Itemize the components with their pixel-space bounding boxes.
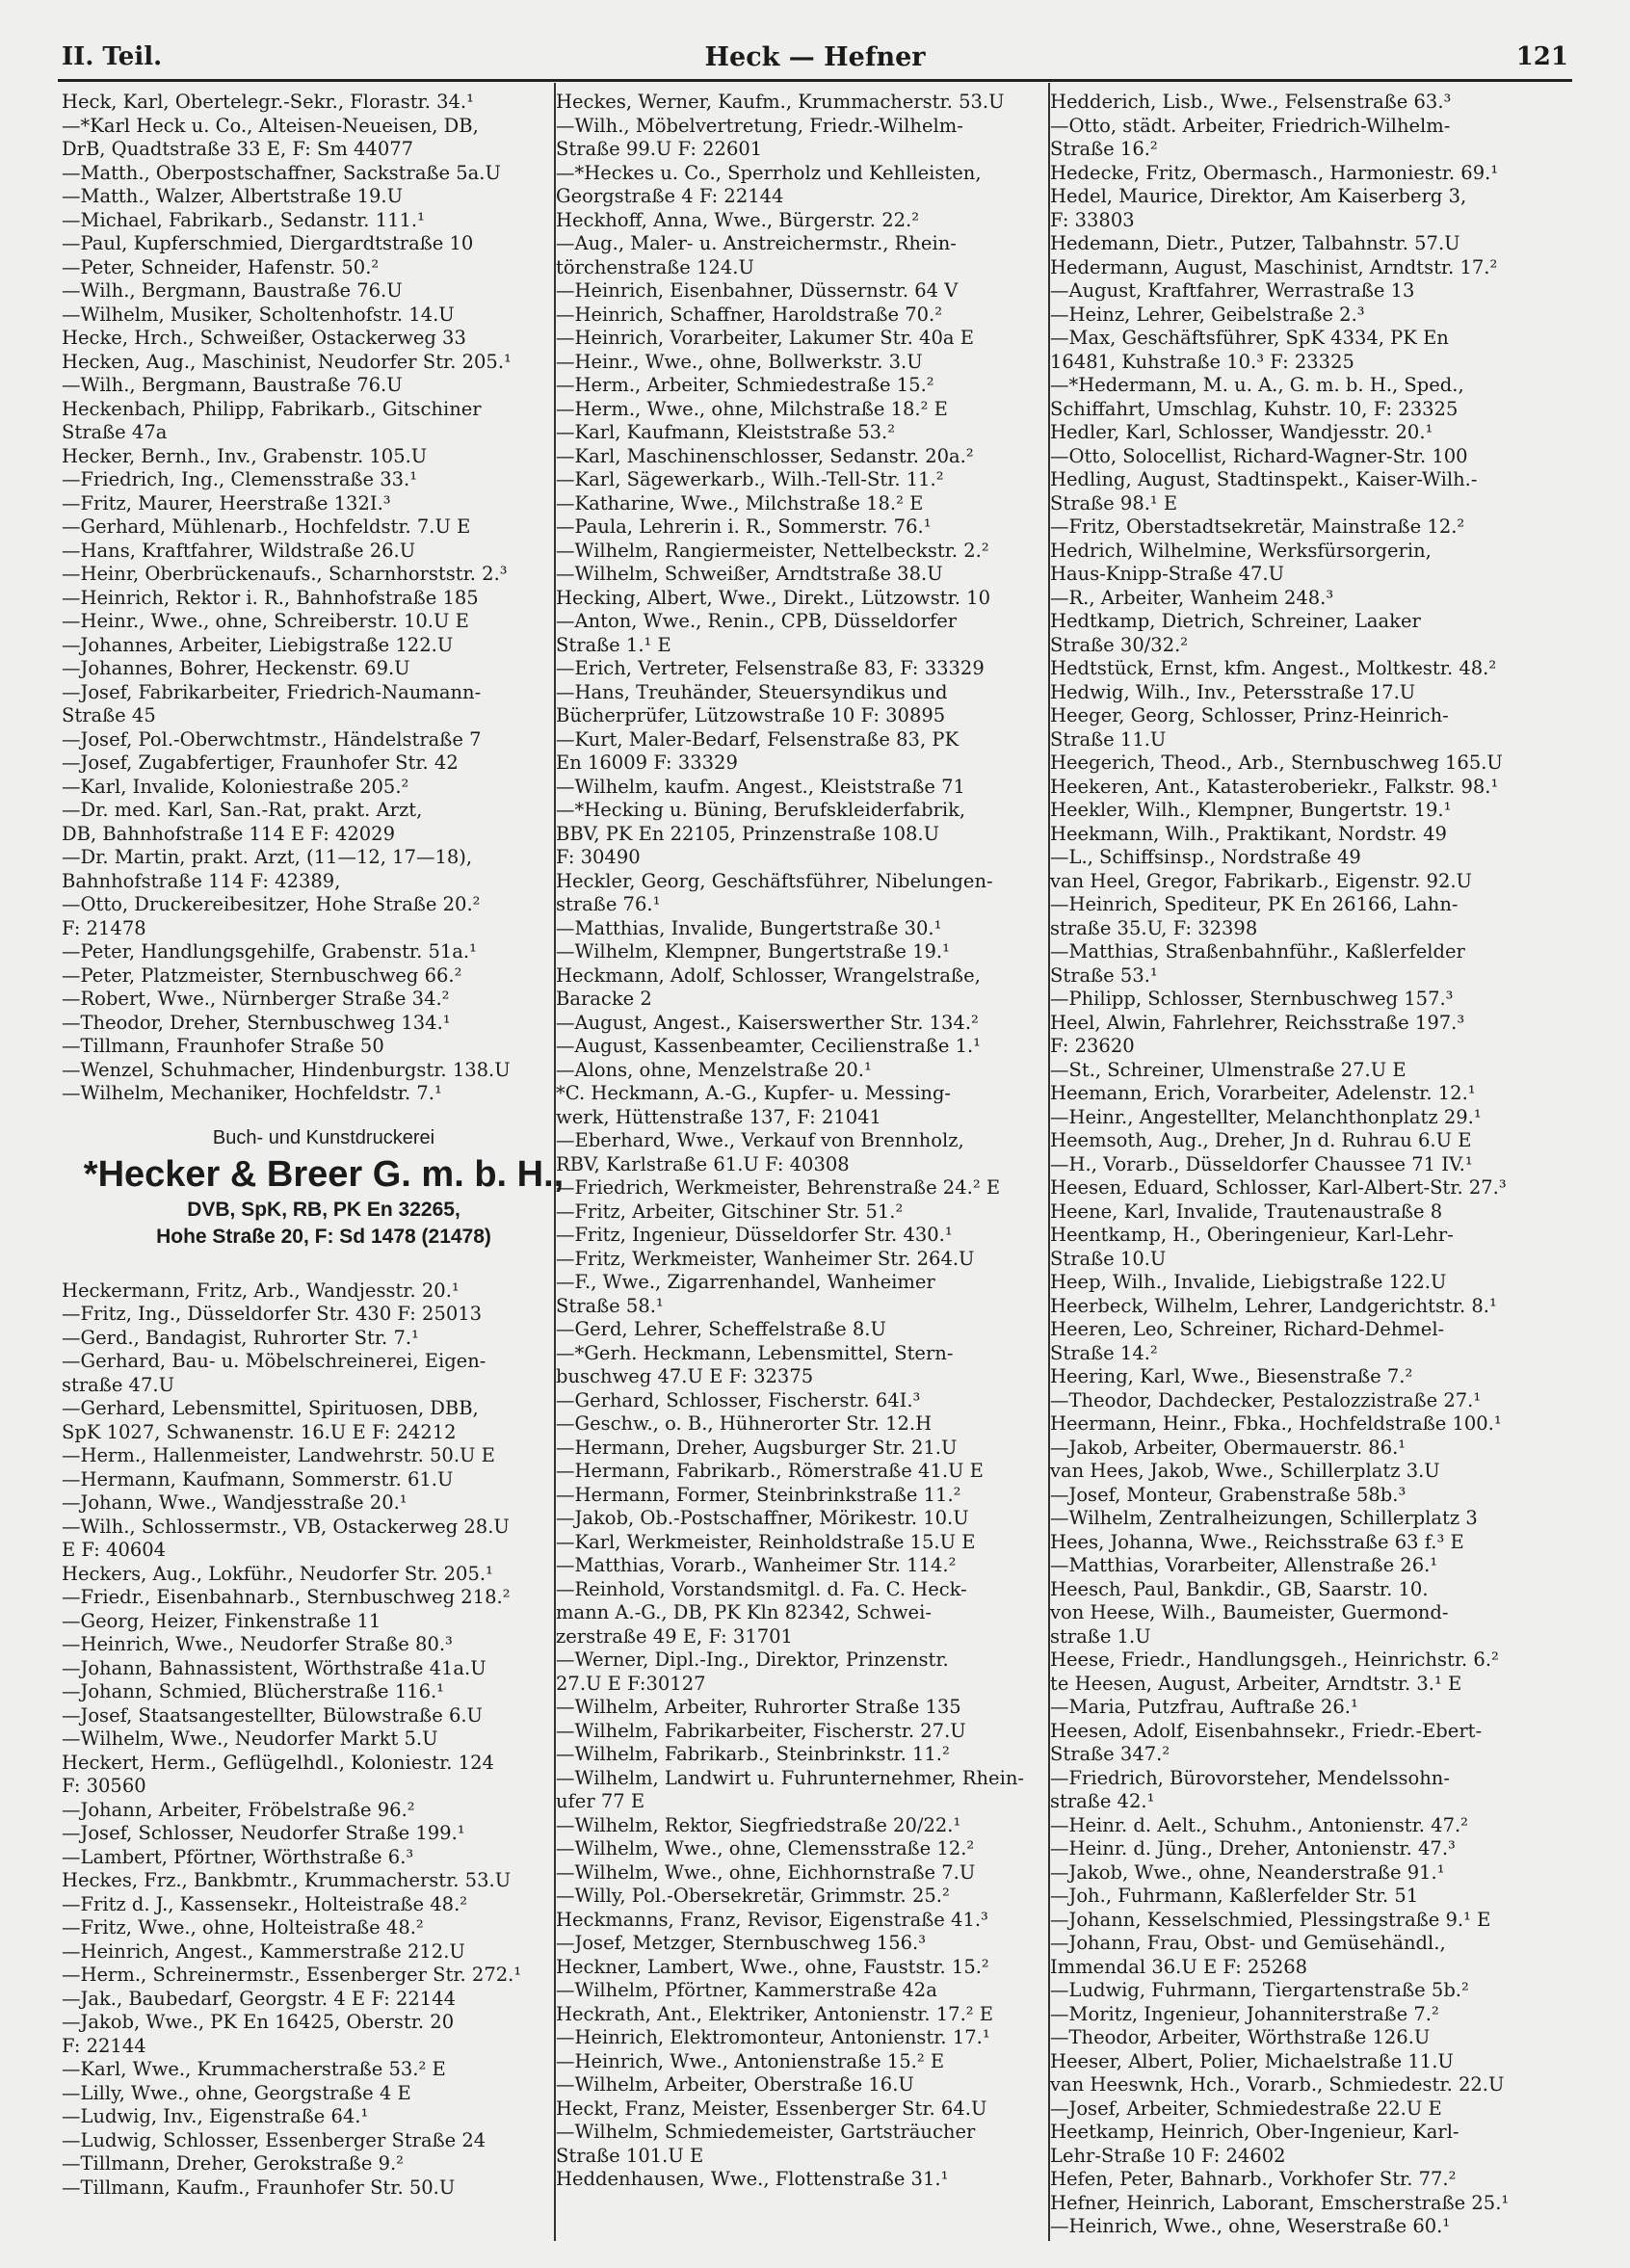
directory-entry-line: Heeger, Georg, Schlosser, Prinz-Heinrich- <box>1050 704 1449 726</box>
directory-entry-line: —Dr. Martin, prakt. Arzt, (11—12, 17—18), <box>62 846 473 868</box>
directory-entry-line: Schiffahrt, Umschlag, Kuhstr. 10, F: 23325 <box>1050 397 1459 420</box>
directory-entry-line: Hecking, Albert, Wwe., Direkt., Lützowstr. 10 <box>556 586 990 609</box>
directory-entry-line: —Wilhelm, Landwirt u. Fuhrunternehmer, Rhein- <box>556 1766 1024 1789</box>
directory-entry-line: 27.U E F:30127 <box>556 1672 706 1695</box>
directory-entry-line: —Friedrich, Bürovorsteher, Mendelssohn- <box>1050 1766 1450 1789</box>
directory-entry-line: —Wilhelm, Musiker, Scholtenhofstr. 14.U <box>62 303 455 326</box>
directory-entry-line: von Heese, Wilh., Baumeister, Guermond- <box>1050 1601 1449 1623</box>
directory-entry-line: —Josef, Fabrikarbeiter, Friedrich-Naumann- <box>62 680 482 703</box>
directory-entry-line: —Karl, Kaufmann, Kleiststraße 53.² <box>556 421 896 443</box>
directory-entry-line: —Johann, Wwe., Wandjesstraße 20.¹ <box>62 1491 408 1514</box>
directory-entry-line: Straße 99.U F: 22601 <box>556 138 763 160</box>
directory-entry-line: Straße 98.¹ E <box>1050 491 1178 514</box>
directory-entry-line: —Wilhelm, Schmiedemeister, Gartsträucher <box>556 2121 976 2143</box>
directory-entry-line: Heeser, Albert, Polier, Michaelstraße 11.U <box>1050 2049 1454 2072</box>
column-1-entries-bottom <box>62 1279 586 2201</box>
directory-entry-line: —Tillmann, Kaufm., Fraunhofer Str. 50.U <box>62 2176 456 2199</box>
directory-entry-line: DrB, Quadtstraße 33 E, F: Sm 44077 <box>62 138 414 160</box>
directory-entry-line: —Hermann, Kaufmann, Sommerstr. 61.U <box>62 1467 454 1490</box>
directory-entry-line: —Johann, Kesselschmied, Plessingstraße 9.¹ E <box>1050 1908 1491 1931</box>
directory-entry-line: —Hans, Treuhänder, Steuersyndikus und <box>556 680 948 703</box>
directory-entry-line: —Ludwig, Inv., Eigenstraße 64.¹ <box>62 2105 369 2127</box>
directory-entry-line: —Peter, Platzmeister, Sternbuschweg 66.² <box>62 963 462 987</box>
directory-entry-line: —Theodor, Arbeiter, Wörthstraße 126.U <box>1050 2026 1431 2048</box>
column-3 <box>1050 91 1574 2239</box>
directory-entry-line: Immendal 36.U E F: 25268 <box>1050 1955 1308 1978</box>
directory-entry-line: —Gerhard, Mühlenarb., Hochfeldstr. 7.U E <box>62 515 471 538</box>
directory-entry-line: —Wilhelm, Arbeiter, Oberstraße 16.U <box>556 2073 914 2096</box>
directory-entry-line: Heckers, Aug., Lokführ., Neudorfer Str. 205.¹ <box>62 1562 493 1585</box>
directory-entry-line: —Wilhelm, Mechaniker, Hochfeldstr. 7.¹ <box>62 1082 442 1104</box>
directory-entry-line: —August, Angest., Kaiserswerther Str. 134.² <box>556 1011 979 1034</box>
directory-entry-line: —Fritz, Arbeiter, Gitschiner Str. 51.² <box>556 1200 904 1223</box>
directory-entry-line: Heesen, Eduard, Schlosser, Karl-Albert-Str. 27.³ <box>1050 1176 1507 1199</box>
running-head: Heck — Hefner <box>704 42 926 72</box>
directory-entry-line: —Jakob, Ob.-Postschaffner, Mörikestr. 10.U <box>556 1507 969 1529</box>
directory-entry-line: —Ludwig, Fuhrmann, Tiergartenstraße 5b.² <box>1050 1979 1469 2001</box>
directory-entry-line: —Wilhelm, Fabrikarb., Steinbrinkstr. 11.² <box>556 1743 950 1765</box>
directory-entry-line: —Alons, ohne, Menzelstraße 20.¹ <box>556 1058 872 1081</box>
directory-entry-line: —Wilhelm, Fabrikarbeiter, Fischerstr. 27.U <box>556 1719 966 1742</box>
directory-entry-line: —Gerd., Bandagist, Ruhrorter Str. 7.¹ <box>62 1326 419 1349</box>
directory-entry-line: Heeren, Leo, Schreiner, Richard-Dehmel- <box>1050 1318 1445 1340</box>
directory-entry-line: straße 1.U <box>1050 1624 1151 1648</box>
directory-entry-line: —Fritz, Wwe., ohne, Holteistraße 48.² <box>62 1916 424 1938</box>
directory-entry-line: —Wilhelm, Rangiermeister, Nettelbeckstr. 2.² <box>556 539 989 562</box>
directory-entry-line: —Josef, Zugabfertiger, Fraunhofer Str. 42 <box>62 752 459 774</box>
directory-entry-line: —Matthias, Invalide, Bungertstraße 30.¹ <box>556 916 942 939</box>
directory-entry-line: —Wilhelm, Wwe., Neudorfer Markt 5.U <box>62 1727 438 1750</box>
directory-entry-line: Hedtstück, Ernst, kfm. Angest., Moltkestr. 48.² <box>1050 657 1497 679</box>
directory-entry-line: —Robert, Wwe., Nürnberger Straße 34.² <box>62 988 450 1010</box>
directory-entry-line: —*Hecking u. Büning, Berufskleiderfabrik, <box>556 799 966 821</box>
directory-entry-line: —Kurt, Maler-Bedarf, Felsenstraße 83, PK <box>556 727 960 751</box>
directory-entry-line: —August, Kraftfahrer, Werrastraße 13 <box>1050 279 1415 302</box>
directory-entry-line: —Heinrich, Rektor i. R., Bahnhofstraße 185 <box>62 586 479 609</box>
directory-entry-line: 16481, Kuhstraße 10.³ F: 23325 <box>1050 350 1354 373</box>
directory-entry-line: —Wilhelm, Klempner, Bungertstraße 19.¹ <box>556 940 950 963</box>
directory-entry-line: En 16009 F: 33329 <box>556 752 738 774</box>
directory-entry-line: —Jakob, Arbeiter, Obermauerstr. 86.¹ <box>1050 1436 1407 1459</box>
directory-entry-line: —Karl, Invalide, Koloniestraße 205.² <box>62 775 409 798</box>
directory-entry-line: —Karl, Werkmeister, Reinholdstraße 15.U E <box>556 1530 976 1553</box>
directory-entry-line: —H., Vorarb., Düsseldorfer Chaussee 71 IV.¹ <box>1050 1152 1473 1175</box>
directory-entry-line: —Herm., Wwe., ohne, Milchstraße 18.² E <box>556 397 948 420</box>
directory-entry-line: —Tillmann, Dreher, Gerokstraße 9.² <box>62 2152 404 2175</box>
directory-entry-line: —Wilhelm, Zentralheizungen, Schillerplatz 3 <box>1050 1507 1478 1529</box>
directory-entry-line: Heckes, Werner, Kaufm., Krummacherstr. 53.U <box>556 91 1005 113</box>
directory-entry-line: Hees, Johanna, Wwe., Reichsstraße 63 f.³ E <box>1050 1530 1464 1553</box>
directory-entry-line: —Josef, Schlosser, Neudorfer Straße 199.¹ <box>62 1822 465 1844</box>
directory-entry-line: —Philipp, Schlosser, Sternbuschweg 157.³ <box>1050 988 1454 1010</box>
directory-entry-line: Heckhoff, Anna, Wwe., Bürgerstr. 22.² <box>556 208 920 231</box>
directory-entry-line: —L., Schiffsinsp., Nordstraße 49 <box>1050 846 1361 868</box>
directory-entry-line: Straße 47a <box>62 421 168 443</box>
directory-entry-line: Georgstraße 4 F: 22144 <box>556 185 784 207</box>
directory-entry-line: Hedderich, Lisb., Wwe., Felsenstraße 63.³ <box>1050 91 1452 113</box>
header-rule <box>58 79 1572 82</box>
directory-entry-line: —Joh., Fuhrmann, Kaßlerfelder Str. 51 <box>1050 1885 1419 1907</box>
directory-entry-line: Baracke 2 <box>556 988 652 1010</box>
directory-entry-line: —Paula, Lehrerin i. R., Sommerstr. 76.¹ <box>556 515 932 538</box>
directory-entry-line: Straße 53.¹ <box>1050 963 1158 987</box>
column-2 <box>556 91 1080 2192</box>
directory-entry-line: —Friedrich, Werkmeister, Behrenstraße 24.² E <box>556 1176 1001 1199</box>
directory-entry-line: —Ludwig, Schlosser, Essenberger Straße 24 <box>62 2128 486 2151</box>
directory-entry-line: F: 22144 <box>62 2034 146 2057</box>
directory-entry-line: DB, Bahnhofstraße 114 E F: 42029 <box>62 822 395 845</box>
directory-entry-line: —Theodor, Dachdecker, Pestalozzistraße 27.¹ <box>1050 1388 1482 1411</box>
directory-entry-line: —August, Kassenbeamter, Cecilienstraße 1.¹ <box>556 1035 981 1057</box>
directory-entry-line: Hedel, Maurice, Direktor, Am Kaiserberg 3, <box>1050 185 1467 207</box>
directory-entry-line: Bücherprüfer, Lützowstraße 10 F: 30895 <box>556 704 946 726</box>
directory-entry-line: —Wilhelm, kaufm. Angest., Kleiststraße 71 <box>556 775 965 798</box>
directory-entry-line: Heekler, Wilh., Klempner, Bungertstr. 19.¹ <box>1050 799 1452 821</box>
directory-entry-line: —Gerhard, Lebensmittel, Spirituosen, DBB, <box>62 1397 479 1419</box>
directory-entry-line: Straße 45 <box>62 704 156 726</box>
directory-entry-line: törchenstraße 124.U <box>556 255 754 278</box>
directory-entry-line: F: 21478 <box>62 916 146 939</box>
directory-entry-line: Heckert, Herm., Geflügelhdl., Koloniestr. 124 <box>62 1751 494 1774</box>
directory-entry-line: Heermann, Heinr., Fbka., Hochfeldstraße 100.¹ <box>1050 1412 1502 1435</box>
directory-entry-line: Heering, Karl, Wwe., Biesenstraße 7.² <box>1050 1365 1413 1387</box>
directory-entry-line: straße 76.¹ <box>556 893 661 915</box>
directory-entry-line: —Johann, Schmied, Blücherstraße 116.¹ <box>62 1680 444 1702</box>
directory-entry-line: —Wilhelm, Pförtner, Kammerstraße 42a <box>556 1979 937 2001</box>
directory-entry-line: —Geschw., o. B., Hühnerorter Str. 12.H <box>556 1412 933 1435</box>
directory-entry-line: Hedecke, Fritz, Obermasch., Harmoniestr. 69.¹ <box>1050 161 1499 184</box>
directory-entry-line: Heckenbach, Philipp, Fabrikarb., Gitschiner <box>62 397 482 420</box>
directory-entry-line: —Heinr., Wwe., ohne, Bollwerkstr. 3.U <box>556 350 923 373</box>
directory-entry-line: Hedemann, Dietr., Putzer, Talbahnstr. 57.U <box>1050 232 1460 254</box>
directory-entry-line: —*Gerh. Heckmann, Lebensmittel, Stern- <box>556 1341 954 1364</box>
directory-entry-line: Hecke, Hrch., Schweißer, Ostackerweg 33 <box>62 327 466 349</box>
directory-entry-line: van Heel, Gregor, Fabrikarb., Eigenstr. 92.U <box>1050 869 1472 892</box>
column-2-entries <box>556 91 1080 2192</box>
directory-entry-line: —Wilhelm, Wwe., ohne, Clemensstraße 12.² <box>556 1837 975 1859</box>
directory-entry-line: —Maria, Putzfrau, Auftraße 26.¹ <box>1050 1696 1358 1718</box>
directory-entry-line: F: 23620 <box>1050 1035 1135 1057</box>
directory-entry-line: —Herm., Arbeiter, Schmiedestraße 15.² <box>556 374 934 396</box>
directory-entry-line: —Dr. med. Karl, San.-Rat, prakt. Arzt, <box>62 799 423 821</box>
directory-entry-line: —Hans, Kraftfahrer, Wildstraße 26.U <box>62 539 416 562</box>
directory-entry-line: —Fritz, Ingenieur, Düsseldorfer Str. 430.¹ <box>556 1224 953 1246</box>
directory-entry-line: —Georg, Heizer, Finkenstraße 11 <box>62 1609 381 1632</box>
directory-entry-line: —Johann, Frau, Obst- und Gemüsehändl., <box>1050 1932 1446 1954</box>
directory-entry-line: F: 30490 <box>556 846 641 868</box>
directory-entry-line: —Wenzel, Schuhmacher, Hindenburgstr. 138.U <box>62 1058 511 1081</box>
directory-entry-line: —Jakob, Wwe., ohne, Neanderstraße 91.¹ <box>1050 1860 1445 1884</box>
page-number: 121 <box>1515 42 1568 71</box>
directory-entry-line: —Peter, Handlungsgehilfe, Grabenstr. 51a.¹ <box>62 940 477 963</box>
directory-entry-line: —Matth., Walzer, Albertstraße 19.U <box>62 185 404 207</box>
directory-entry-line: —Otto, Druckereibesitzer, Hohe Straße 20.² <box>62 893 481 915</box>
directory-entry-line: —Heinrich, Eisenbahner, Düssernstr. 64 V <box>556 279 959 302</box>
directory-entry-line: straße 47.U <box>62 1373 174 1396</box>
directory-entry-line: —Aug., Maler- u. Anstreichermstr., Rhein- <box>556 232 957 254</box>
directory-entry-line: —Josef, Metzger, Sternbuschweg 156.³ <box>556 1932 927 1954</box>
directory-entry-line: Heesen, Adolf, Eisenbahnsekr., Friedr.-Ebert- <box>1050 1719 1483 1742</box>
directory-entry-line: —Jak., Baubedarf, Georgstr. 4 E F: 22144 <box>62 1987 456 2010</box>
directory-entry-line: —Fritz d. J., Kassensekr., Holteistraße 48.² <box>62 1892 468 1915</box>
directory-entry-line: Bahnhofstraße 114 F: 42389, <box>62 869 341 892</box>
directory-entry-line: Heesch, Paul, Bankdir., GB, Saarstr. 10. <box>1050 1577 1429 1600</box>
directory-entry-line: Heentkamp, H., Oberingenieur, Karl-Lehr- <box>1050 1224 1454 1246</box>
directory-entry-line: —St., Schreiner, Ulmenstraße 27.U E <box>1050 1058 1407 1081</box>
directory-entry-line: —Heinrich, Wwe., Antonienstraße 15.² E <box>556 2049 945 2072</box>
directory-entry-line: Heerbeck, Wilhelm, Lehrer, Landgerichtstr. 8.¹ <box>1050 1294 1497 1317</box>
directory-entry-line: Heckmanns, Franz, Revisor, Eigenstraße 41.³ <box>556 1908 988 1931</box>
directory-entry-line: —Wilh., Bergmann, Baustraße 76.U <box>62 374 403 396</box>
directory-entry-line: Straße 16.² <box>1050 138 1158 160</box>
directory-entry-line: Lehr-Straße 10 F: 24602 <box>1050 2144 1286 2167</box>
directory-entry-line: —Reinhold, Vorstandsmitgl. d. Fa. C. Heck- <box>556 1577 967 1600</box>
directory-entry-line: —Fritz, Oberstadtsekretär, Mainstraße 12.² <box>1050 515 1465 538</box>
directory-entry-line: —Lilly, Wwe., ohne, Georgstraße 4 E <box>62 2081 411 2104</box>
directory-entry-line: —Heinrich, Angest., Kammerstraße 212.U <box>62 1939 465 1963</box>
directory-entry-line: —Katharine, Wwe., Milchstraße 18.² E <box>556 491 924 514</box>
directory-entry-line: —Wilhelm, Wwe., ohne, Eichhornstraße 7.U <box>556 1860 976 1884</box>
directory-entry-line: —Heinr., Angestellter, Melanchthonplatz 29.¹ <box>1050 1105 1482 1128</box>
directory-entry-line: —Wilhelm, Rektor, Siegfriedstraße 20/22.¹ <box>556 1813 961 1836</box>
advertisement <box>62 1123 586 1251</box>
directory-entry-line: Straße 14.² <box>1050 1341 1158 1364</box>
directory-entry-line: —Karl, Sägewerkarb., Wilh.-Tell-Str. 11.² <box>556 468 944 490</box>
directory-entry-line: Hecker, Bernh., Inv., Grabenstr. 105.U <box>62 444 428 467</box>
directory-entry-line: —Friedr., Eisenbahnarb., Sternbuschweg 218.² <box>62 1586 511 1608</box>
ad-line-1: Buch- und Kunstdruckerei <box>212 1126 435 1148</box>
directory-entry-line: Hedler, Karl, Schlosser, Wandjesstr. 20.¹ <box>1050 421 1433 443</box>
directory-entry-line: —Heinrich, Wwe., ohne, Weserstraße 60.¹ <box>1050 2215 1451 2237</box>
directory-entry-line: —Heinrich, Wwe., Neudorfer Straße 80.³ <box>62 1633 453 1655</box>
directory-entry-line: —Paul, Kupferschmied, Diergardtstraße 10 <box>62 232 474 254</box>
directory-entry-line: Heemsoth, Aug., Dreher, Jn d. Ruhrau 6.U E <box>1050 1129 1472 1151</box>
directory-entry-line: Heemann, Erich, Vorarbeiter, Adelenstr. 12.¹ <box>1050 1082 1476 1104</box>
directory-entry-line: —Matthias, Vorarbeiter, Allenstraße 26.¹ <box>1050 1554 1438 1576</box>
directory-entry-line: —Wilh., Möbelvertretung, Friedr.-Wilhelm- <box>556 114 963 137</box>
directory-entry-line: —Anton, Wwe., Renin., CPB, Düsseldorfer <box>556 610 958 632</box>
directory-entry-line: *C. Heckmann, A.-G., Kupfer- u. Messing- <box>556 1082 952 1104</box>
directory-entry-line: buschweg 47.U E F: 32375 <box>556 1365 814 1387</box>
directory-entry-line: van Hees, Jakob, Wwe., Schillerplatz 3.U <box>1050 1460 1440 1482</box>
directory-entry-line: F: 33803 <box>1050 208 1135 231</box>
directory-entry-line: F: 30560 <box>62 1775 146 1797</box>
directory-entry-line: Hedtkamp, Dietrich, Schreiner, Laaker <box>1050 610 1421 632</box>
directory-entry-line: Heckrath, Ant., Elektriker, Antonienstr. 17.² E <box>556 2002 994 2025</box>
ad-line-3: DVB, SpK, RB, PK En 32265, <box>187 1198 460 1221</box>
directory-entry-line: —Gerd, Lehrer, Scheffelstraße 8.U <box>556 1318 886 1340</box>
directory-entry-line: —Heinr. d. Jüng., Dreher, Antonienstr. 47.³ <box>1050 1837 1456 1859</box>
directory-entry-line: —Jakob, Wwe., PK En 16425, Oberstr. 20 <box>62 2011 455 2033</box>
directory-entry-line: —Johannes, Arbeiter, Liebigstraße 122.U <box>62 633 454 656</box>
directory-entry-line: —Lambert, Pförtner, Wörthstraße 6.³ <box>62 1845 414 1868</box>
directory-entry-line: BBV, PK En 22105, Prinzenstraße 108.U <box>556 822 940 845</box>
directory-entry-line: —Peter, Schneider, Hafenstr. 50.² <box>62 255 380 278</box>
directory-entry-line: Straße 10.U <box>1050 1247 1167 1270</box>
directory-entry-line: te Heesen, August, Arbeiter, Arndtstr. 3.¹ E <box>1050 1672 1462 1695</box>
directory-entry-line: —Fritz, Maurer, Heerstraße 132I.³ <box>62 491 391 514</box>
directory-entry-line: Heetkamp, Heinrich, Ober-Ingenieur, Karl- <box>1050 2121 1459 2143</box>
directory-entry-line: Hefen, Peter, Bahnarb., Vorkhofer Str. 77.² <box>1050 2168 1457 2190</box>
directory-entry-line: Heckmann, Adolf, Schlosser, Wrangelstraße, <box>556 963 981 987</box>
directory-entry-line: —Friedrich, Ing., Clemensstraße 33.¹ <box>62 468 418 490</box>
directory-entry-line: —Heinrich, Elektromonteur, Antonienstr. 17.¹ <box>556 2026 990 2048</box>
directory-entry-line: Hedling, August, Stadtinspekt., Kaiser-Wilh.- <box>1050 468 1478 490</box>
directory-entry-line: Straße 101.U E <box>556 2144 704 2167</box>
directory-entry-line: —Wilhelm, Schweißer, Arndtstraße 38.U <box>556 563 943 585</box>
directory-entry-line: Heese, Friedr., Handlungsgeh., Heinrichstr. 6.² <box>1050 1648 1499 1671</box>
directory-entry-line: —Hermann, Former, Steinbrinkstraße 11.² <box>556 1483 961 1506</box>
directory-entry-line: —R., Arbeiter, Wanheim 248.³ <box>1050 586 1334 609</box>
section-label: II. Teil. <box>62 42 163 71</box>
directory-entry-line: —Moritz, Ingenieur, Johanniterstraße 7.² <box>1050 2002 1439 2025</box>
directory-entry-line: Heckler, Georg, Geschäftsführer, Nibelungen- <box>556 869 993 892</box>
directory-entry-line: Heddenhausen, Wwe., Flottenstraße 31.¹ <box>556 2168 949 2190</box>
directory-entry-line: Heck, Karl, Obertelegr.-Sekr., Florastr. 34.¹ <box>62 91 474 113</box>
directory-entry-line: —F., Wwe., Zigarrenhandel, Wanheimer <box>556 1271 935 1293</box>
directory-entry-line: straße 35.U, F: 32398 <box>1050 916 1258 939</box>
directory-entry-line: werk, Hüttenstraße 137, F: 21041 <box>556 1105 881 1128</box>
directory-entry-line: —Heinrich, Vorarbeiter, Lakumer Str. 40a E <box>556 327 974 349</box>
directory-entry-line: ufer 77 E <box>556 1790 645 1812</box>
directory-entry-line: —Josef, Arbeiter, Schmiedestraße 22.U E <box>1050 2097 1442 2120</box>
directory-entry-line: RBV, Karlstraße 61.U F: 40308 <box>556 1152 850 1175</box>
directory-entry-line: —Karl, Wwe., Krummacherstraße 53.² E <box>62 2058 446 2080</box>
directory-entry-line: Straße 1.¹ E <box>556 633 671 656</box>
directory-entry-line: —Hermann, Fabrikarb., Römerstraße 41.U E <box>556 1460 984 1482</box>
directory-entry-line: Heckt, Franz, Meister, Essenberger Str. 64.U <box>556 2097 987 2120</box>
directory-entry-line: —Werner, Dipl.-Ing., Direktor, Prinzenstr. <box>556 1648 949 1671</box>
directory-entry-line: —Fritz, Ing., Düsseldorfer Str. 430 F: 25013 <box>62 1303 483 1325</box>
column-3-entries <box>1050 91 1574 2239</box>
directory-entry-line: Heckner, Lambert, Wwe., ohne, Fauststr. 15.² <box>556 1955 989 1978</box>
directory-entry-line: —Eberhard, Wwe., Verkauf von Brennholz, <box>556 1129 964 1151</box>
directory-entry-line: —*Karl Heck u. Co., Alteisen-Neueisen, DB, <box>62 114 479 137</box>
directory-entry-line: zerstraße 49 E, F: 31701 <box>556 1624 793 1648</box>
directory-entry-line: straße 42.¹ <box>1050 1790 1155 1812</box>
directory-entry-line: —Heinrich, Spediteur, PK En 26166, Lahn- <box>1050 893 1459 915</box>
directory-entry-line: —*Hedermann, M. u. A., G. m. b. H., Sped., <box>1050 374 1464 396</box>
directory-entry-line: Straße 347.² <box>1050 1743 1170 1765</box>
directory-entry-line: —Johannes, Bohrer, Heckenstr. 69.U <box>62 657 410 679</box>
directory-entry-line: —Willy, Pol.-Obersekretär, Grimmstr. 25.² <box>556 1885 950 1907</box>
directory-entry-line: Heegerich, Theod., Arb., Sternbuschweg 165.U <box>1050 752 1503 774</box>
directory-entry-line: E F: 40604 <box>62 1539 167 1561</box>
directory-entry-line: —Matthias, Vorarb., Wanheimer Str. 114.² <box>556 1554 957 1576</box>
directory-entry-line: —Wilh., Schlossermstr., VB, Ostackerweg 28.U <box>62 1515 510 1538</box>
directory-entry-line: —Wilh., Bergmann, Baustraße 76.U <box>62 279 403 302</box>
directory-entry-line: Heel, Alwin, Fahrlehrer, Reichsstraße 197.³ <box>1050 1011 1465 1034</box>
directory-entry-line: —Josef, Pol.-Oberwchtmstr., Händelstraße 7 <box>62 727 482 751</box>
directory-entry-line: —Theodor, Dreher, Sternbuschweg 134.¹ <box>62 1011 451 1034</box>
directory-entry-line: —Johann, Bahnassistent, Wörthstraße 41a.U <box>62 1656 486 1679</box>
directory-entry-line: —Otto, städt. Arbeiter, Friedrich-Wilhelm- <box>1050 114 1451 137</box>
directory-entry-line: —Hermann, Dreher, Augsburger Str. 21.U <box>556 1436 958 1459</box>
directory-entry-line: —*Heckes u. Co., Sperrholz und Kehlleisten, <box>556 161 982 184</box>
directory-entry-line: Heep, Wilh., Invalide, Liebigstraße 122.U <box>1050 1271 1447 1293</box>
directory-entry-line: —Herm., Schreinermstr., Essenberger Str. 272.¹ <box>62 1964 522 1986</box>
ad-company-name: *Hecker & Breer G. m. b. H., <box>83 1153 565 1195</box>
directory-entry-line: Hedwig, Wilh., Inv., Petersstraße 17.U <box>1050 680 1416 703</box>
column-1-entries-top <box>62 91 586 1106</box>
directory-entry-line: mann A.-G., DB, PK Kln 82342, Schwei- <box>556 1601 932 1623</box>
directory-entry-line: Heene, Karl, Invalide, Trautenaustraße 8 <box>1050 1200 1443 1223</box>
directory-entry-line: Hefner, Heinrich, Laborant, Emscherstraße 25.¹ <box>1050 2191 1510 2214</box>
directory-entry-line: SpK 1027, Schwanenstr. 16.U E F: 24212 <box>62 1420 457 1443</box>
directory-entry-line: —Gerhard, Bau- u. Möbelschreinerei, Eigen- <box>62 1350 486 1372</box>
column-1 <box>62 91 586 2200</box>
directory-entry-line: —Matthias, Straßenbahnführ., Kaßlerfelder <box>1050 940 1465 963</box>
directory-entry-line: Heckermann, Fritz, Arb., Wandjesstr. 20.¹ <box>62 1279 460 1302</box>
directory-entry-line: —Johann, Arbeiter, Fröbelstraße 96.² <box>62 1798 415 1821</box>
directory-entry-line: —Matth., Oberpostschaffner, Sackstraße 5a.U <box>62 161 501 184</box>
directory-entry-line: —Heinr., Wwe., ohne, Schreiberstr. 10.U E <box>62 610 469 632</box>
directory-entry-line: —Wilhelm, Arbeiter, Ruhrorter Straße 135 <box>556 1696 961 1718</box>
ad-line-4: Hohe Straße 20, F: Sd 1478 (21478) <box>156 1225 491 1248</box>
directory-entry-line: —Heinz, Lehrer, Geibelstraße 2.³ <box>1050 303 1365 326</box>
directory-entry-line: Straße 30/32.² <box>1050 633 1189 656</box>
directory-entry-line: Straße 11.U <box>1050 727 1167 751</box>
directory-entry-line: —Karl, Maschinenschlosser, Sedanstr. 20a.² <box>556 444 974 467</box>
directory-entry-line: Haus-Knipp-Straße 47.U <box>1050 563 1285 585</box>
directory-entry-line: Hecken, Aug., Maschinist, Neudorfer Str. 205.¹ <box>62 350 512 373</box>
directory-entry-line: Heckes, Frz., Bankbmtr., Krummacherstr. 53.U <box>62 1869 512 1891</box>
directory-entry-line: —Michael, Fabrikarb., Sedanstr. 111.¹ <box>62 208 425 231</box>
page-header <box>62 42 1568 83</box>
directory-entry-line: —Tillmann, Fraunhofer Straße 50 <box>62 1035 384 1057</box>
directory-entry-line: Hedrich, Wilhelmine, Werksfürsorgerin, <box>1050 539 1432 562</box>
directory-entry-line: —Otto, Solocellist, Richard-Wagner-Str. 100 <box>1050 444 1468 467</box>
directory-entry-line: —Josef, Staatsangestellter, Bülowstraße 6.U <box>62 1703 483 1727</box>
directory-entry-line: —Gerhard, Schlosser, Fischerstr. 64I.³ <box>556 1388 921 1411</box>
directory-entry-line: van Heeswnk, Hch., Vorarb., Schmiedestr. 22.U <box>1050 2073 1505 2096</box>
directory-entry-line: Hedermann, August, Maschinist, Arndtstr. 17.² <box>1050 255 1498 278</box>
directory-entry-line: —Heinr. d. Aelt., Schuhm., Antonienstr. 47.² <box>1050 1813 1468 1836</box>
directory-entry-line: —Herm., Hallenmeister, Landwehrstr. 50.U E <box>62 1444 495 1466</box>
directory-entry-line: —Erich, Vertreter, Felsenstraße 83, F: 33329 <box>556 657 985 679</box>
directory-entry-line: —Fritz, Werkmeister, Wanheimer Str. 264.U <box>556 1247 975 1270</box>
directory-entry-line: —Max, Geschäftsführer, SpK 4334, PK En <box>1050 327 1449 349</box>
directory-entry-line: —Josef, Monteur, Grabenstraße 58b.³ <box>1050 1483 1407 1506</box>
directory-entry-line: —Heinr, Oberbrückenaufs., Scharnhorststr. 2.³ <box>62 563 508 585</box>
directory-entry-line: Heekmann, Wilh., Praktikant, Nordstr. 49 <box>1050 822 1447 845</box>
directory-entry-line: Straße 58.¹ <box>556 1294 664 1317</box>
directory-entry-line: —Heinrich, Schaffner, Haroldstraße 70.² <box>556 303 943 326</box>
directory-entry-line: Heekeren, Ant., Katasteroberiekr., Falkstr. 98.¹ <box>1050 775 1499 798</box>
